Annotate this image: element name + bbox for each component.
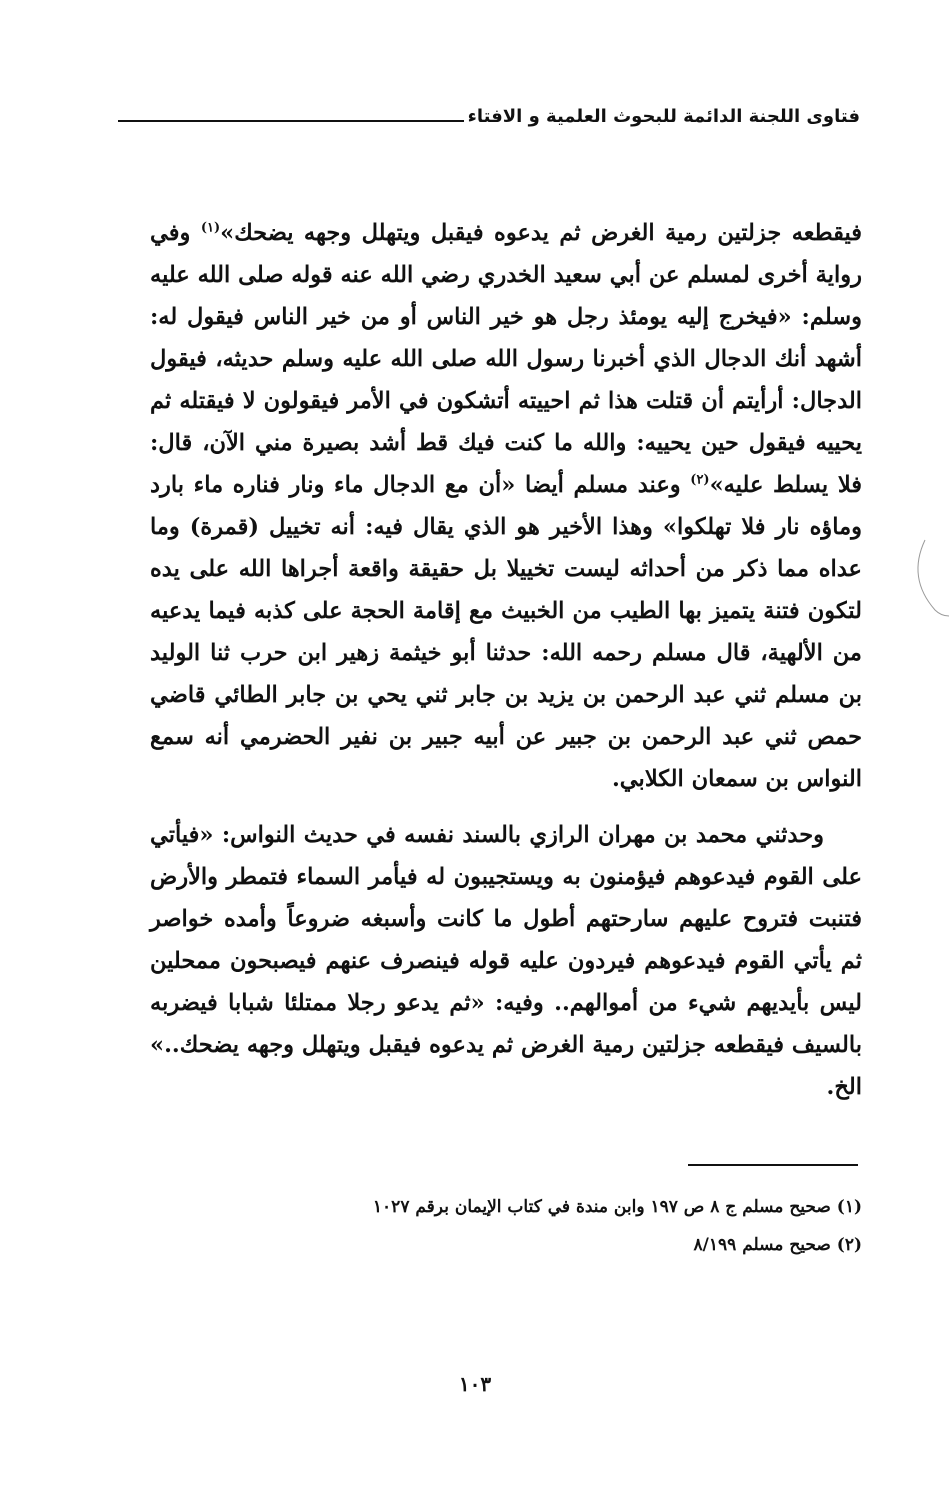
paragraph-1-part-3: وعند مسلم أيضا «أن مع الدجال ماء ونار فناره ماء بارد وماؤه نار فلا تهلكوا» وهذا الأخير هو الذي يقال فيه: أنه تخييل (قمرة) وما عداه مما ذكر من أحداثه ليست تخييلا بل حقيقة واقعة أجراها الله على يده لتكون فتنة يتميز بها الطيب من الخبيث مع إقامة الحجة على كذبه فيما يدعيه من الألهية، قال مسلم رحمه الله: حدثنا أبو خيثمة زهير ابن حرب ثنا الوليد بن مسلم ثني عبد الرحمن بن يزيد بن جابر ثني يحي بن جابر الطائي قاضي حمص ثني عبد الرحمن بن جبير عن أبيه جبير بن نفير الحضرمي أنه سمع النواس بن سمعان الكلابي. (150, 472, 862, 792)
footnote-ref-1[interactable]: (١) (200, 220, 221, 236)
page-number: ١٠٣ (458, 1372, 492, 1396)
main-text (150, 212, 862, 1108)
header-title: فتاوى اللجنة الدائمة للبحوث العلمية و الافتاء (467, 106, 860, 127)
footnote-1: (١) صحيح مسلم ج ٨ ص ١٩٧ وابن مندة في كتاب الإيمان برقم ١٠٢٧ (372, 1197, 862, 1217)
binding-curve-mark (905, 538, 950, 618)
footnote-divider (688, 1164, 858, 1166)
paragraph-1-part-1: فيقطعه جزلتين رمية الغرض ثم يدعوه فيقبل ويتهلل وجهه يضحك» (220, 220, 862, 246)
header-rule (118, 120, 464, 122)
footnotes (302, 1188, 862, 1264)
paragraph-1-part-2: وفي رواية أخرى لمسلم عن أبي سعيد الخدري رضي الله عنه قوله صلى الله عليه وسلم: «فيخرج إليه يومئذ رجل هو خير الناس أو من خير الناس فيقول له: أشهد أنك الدجال الذي أخبرنا رسول الله صلى الله عليه وسلم حديثه، فيقول الدجال: أرأيتم أن قتلت هذا ثم احييته أتشكون في الأمر فيقولون لا فيقتله ثم يحييه فيقول حين يحييه: والله ما كنت فيك قط أشد بصيرة مني الآن، قال: فلا يسلط عليه» (150, 220, 862, 498)
paragraph-2: وحدثني محمد بن مهران الرازي بالسند نفسه في حديث النواس: «فيأتي على القوم فيدعوهم فيؤمنون به ويستجيبون له فيأمر السماء فتمطر والأرض فتنبت فتروح عليهم سارحتهم أطول ما كانت وأسبغه ضروعاً وأمده خواصر ثم يأتي القوم فيدعوهم فيردون عليه قوله فينصرف عنهم فيصبحون ممحلين ليس بأيديهم شيء من أموالهم.. وفيه: «ثم يدعو رجلا ممتلئا شبابا فيضربه بالسيف فيقطعه جزلتين رمية الغرض ثم يدعوه فيقبل ويتهلل وجهه يضحك..» الخ. (150, 822, 862, 1100)
footnote-2: (٢) صحيح مسلم ٨/١٩٩ (693, 1235, 862, 1255)
footnote-ref-2[interactable]: (٢) (690, 472, 710, 488)
running-header (118, 106, 860, 127)
paragraph-1 (150, 212, 862, 800)
